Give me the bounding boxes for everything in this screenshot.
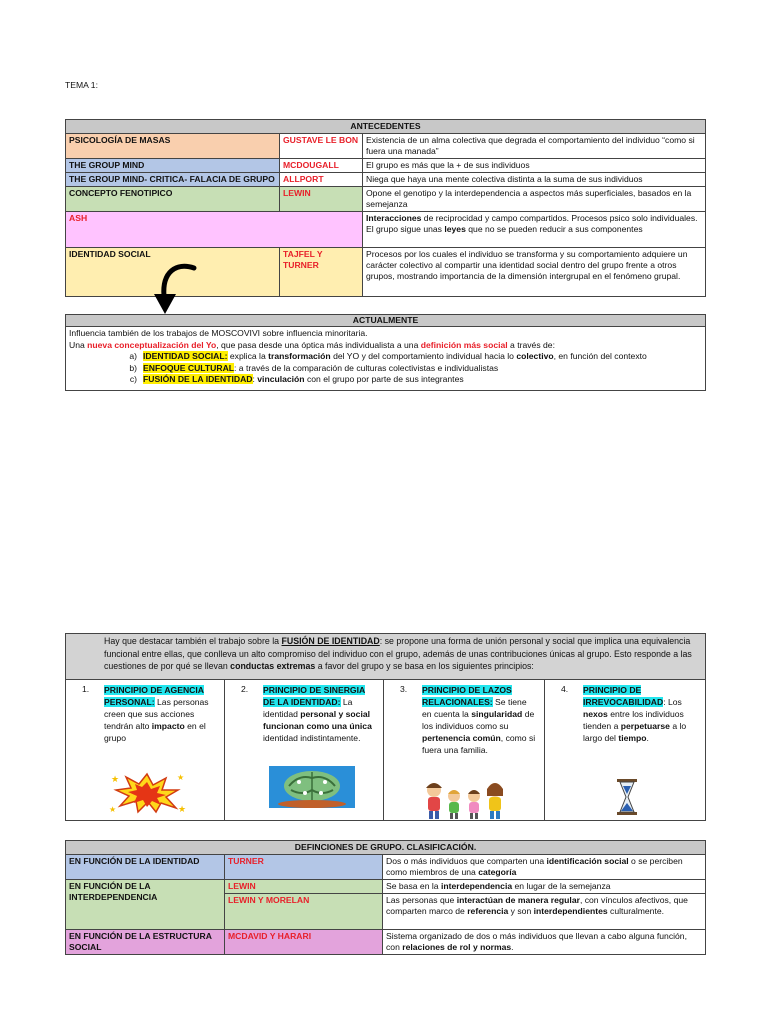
brain-network-icon [269, 766, 355, 808]
table-row [66, 159, 706, 173]
concept-cell: IDENTIDAD SOCIAL [66, 248, 280, 297]
svg-text:★: ★ [177, 773, 185, 782]
family-icon [420, 776, 510, 820]
concept-cell: ASH [66, 212, 363, 248]
author-cell: GUSTAVE LE BON [280, 134, 363, 159]
description-cell: Interacciones de reciprocidad y campo compartidos. Procesos psico solo individuales. El grupo sigue unas leyes que no se pueden reducir a sus componentes [363, 212, 706, 248]
author-cell: TURNER [225, 855, 383, 880]
concept-cell: EN FUNCIÓN DE LA ESTRUCTURA SOCIAL [66, 930, 225, 955]
concept-cell: THE GROUP MIND- CRITICA- FALACIA DE GRUPO [66, 173, 280, 187]
actualmente-box [65, 314, 706, 391]
table-row [66, 212, 706, 248]
author-cell: LEWIN Y MORELAN [225, 894, 383, 930]
table-row [66, 134, 706, 159]
fusion-intro: Hay que destacar también el trabajo sobre la FUSIÓN DE IDENTIDAD: se propone una forma de unión personal y social que implica una equivalencia funcional entre ellas, que conlleva un alto compromiso del individuo con el grupo, además de unas contribuciones únicas al grupo. Esto responde a las cuestiones de por qué se llevan conductas extremas a favor del grupo y se basa en los siguientes principios: [66, 634, 705, 680]
curved-arrow-icon [148, 262, 200, 318]
list-item: b) ENFOQUE CULTURAL: a través de la comparación de culturas colectivistas e individualistas [129, 362, 499, 373]
concept-cell: THE GROUP MIND [66, 159, 280, 173]
author-cell: MCDAVID Y HARARI [225, 930, 383, 955]
influence-text: Influencia también de los trabajos de MOSCOVIVI sobre influencia minoritaria. [69, 328, 368, 338]
principles-row [66, 680, 705, 820]
table-row [66, 187, 706, 212]
concept-cell: PSICOLOGÍA DE MASAS [66, 134, 280, 159]
author-cell: TAJFEL Y TURNER [280, 248, 363, 297]
list-item: c) FUSIÓN DE LA IDENTIDAD: vinculación con el grupo por parte de sus integrantes [129, 374, 464, 384]
concept-cell: EN FUNCIÓN DE LA INTERDEPENDENCIA [66, 880, 225, 930]
description-cell: Existencia de un alma colectiva que degrada el comportamiento del individuo “como si fuera una manada” [363, 134, 706, 159]
description-cell: Sistema organizado de dos o más individuos que llevan a cabo alguna función, con relaciones de rol y normas. [383, 930, 706, 955]
explosion-icon [106, 770, 188, 814]
author-cell: MCDOUGALL [280, 159, 363, 173]
table-row [66, 855, 706, 880]
description-cell: Procesos por los cuales el individuo se transforma y su comportamiento adquiere un carácter colectivo al compartir una identidad social dentro del grupo frente a otros grupos, mostrando importancia de la dimensión intergrupal en el fenómeno grupal. [363, 248, 706, 297]
description-cell: Las personas que interactúan de manera regular, con vínculos afectivos, que comparten marco de referencia y son interdependientes culturalmente. [383, 894, 706, 930]
concept-cell: EN FUNCIÓN DE LA IDENTIDAD [66, 855, 225, 880]
principle-card: 4. PRINCIPIO DE IRREVOCABILIDAD: Los nexos entre los individuos tienden a perpetuarse a lo largo del tiempo. [545, 680, 705, 820]
antecedentes-header: ANTECEDENTES [66, 120, 706, 134]
description-cell: Opone el genotipo y la interdependencia a aspectos más superficiales, basados en la semejanza [363, 187, 706, 212]
description-cell: Niega que haya una mente colectiva distinta a la suma de sus individuos [363, 173, 706, 187]
concept-cell: CONCEPTO FENOTIPICO [66, 187, 280, 212]
author-cell: LEWIN [280, 187, 363, 212]
description-cell: Se basa en la interdependencia en lugar de la semejanza [383, 880, 706, 894]
description-cell: El grupo es más que la + de sus individuos [363, 159, 706, 173]
fusion-box [65, 633, 706, 821]
author-cell: ALLPORT [280, 173, 363, 187]
svg-text:★: ★ [111, 774, 120, 784]
list-item: a) IDENTIDAD SOCIAL: explica la transformación del YO y del comportamiento individual hacia lo colectivo, en función del contexto [129, 351, 647, 361]
principle-card: 2. PRINCIPIO DE SINERGIA DE LA IDENTIDAD: La identidad personal y social funcionan como una única identidad indistintamente. [225, 680, 384, 820]
svg-text:★: ★ [178, 804, 187, 814]
table-row [66, 930, 706, 955]
author-cell: LEWIN [225, 880, 383, 894]
definiciones-header: DEFINCIONES DE GRUPO. CLASIFICACIÓN. [66, 841, 706, 855]
table-row [66, 880, 706, 894]
principle-card: 1. PRINCIPIO DE AGENCIA PERSONAL: Las personas creen que sus acciones tendrán alto impacto en el grupo ★ ★ ★ ★ [66, 680, 225, 820]
hourglass-icon [615, 778, 639, 816]
table-row [66, 173, 706, 187]
description-cell: Dos o más individuos que comparten una identificación social o se perciben como miembros de una categoría [383, 855, 706, 880]
conceptualization-text: Una nueva conceptualización del Yo, que pasa desde una óptica más individualista a una definición más social a través de: [69, 339, 555, 350]
svg-text:★: ★ [109, 805, 117, 814]
principle-card: 3. PRINCIPIO DE LAZOS RELACIONALES: Se tiene en cuenta la singularidad de los individuos como su pertenencia común, como si fuera una familia. [384, 680, 545, 820]
page-title: TEMA 1: [65, 80, 98, 90]
definiciones-table [65, 840, 706, 955]
actualmente-header: ACTUALMENTE [66, 315, 705, 327]
